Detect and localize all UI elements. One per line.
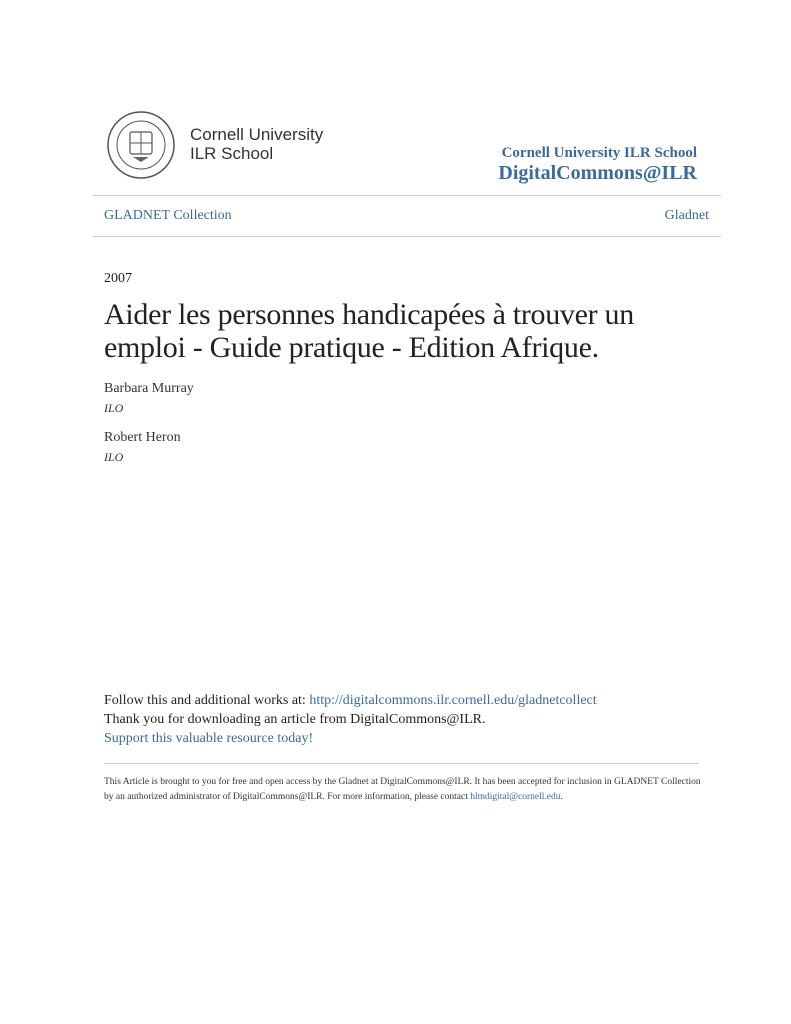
follow-row <box>104 693 597 709</box>
support-link[interactable]: Support this valuable resource today! <box>104 731 314 746</box>
footer-note-text: This Article is brought to you for free and open access by the Gladnet at DigitalCommons@ILR. It has been accepted for inclusion in GLADNET Collection by an authorized administrator of DigitalCommons@ILR. For more information, please contact <box>104 777 701 802</box>
brand-school-name: Cornell University ILR School <box>501 145 697 161</box>
nav-divider <box>93 236 721 237</box>
author-name: Robert Heron <box>104 430 181 445</box>
collection-url-link[interactable]: http://digitalcommons.ilr.cornell.edu/gladnetcollect <box>309 693 597 708</box>
article-title: Aider les personnes handicapées à trouver un emploi - Guide pratique - Edition Afrique. <box>104 298 634 364</box>
contact-email-link[interactable]: hlmdigital@cornell.edu <box>470 792 561 802</box>
publication-year: 2007 <box>104 271 132 286</box>
cornell-seal-icon <box>106 110 176 180</box>
brand-digitalcommons: DigitalCommons@ILR <box>498 162 697 184</box>
author-affiliation: ILO <box>104 401 124 415</box>
cornell-ilr-logo <box>104 108 328 180</box>
header-divider <box>93 195 721 196</box>
logo-school-name: ILR School <box>190 144 274 163</box>
footer-note-end: . <box>560 792 563 802</box>
series-link[interactable]: Gladnet <box>664 208 709 223</box>
author-affiliation: ILO <box>104 450 124 464</box>
footer-divider <box>104 763 698 764</box>
collection-link[interactable]: GLADNET Collection <box>104 208 232 223</box>
follow-label: Follow this and additional works at: <box>104 693 310 708</box>
logo-university-name: Cornell University <box>190 125 324 144</box>
thanks-text: Thank you for downloading an article from DigitalCommons@ILR. <box>104 712 486 727</box>
footer-note <box>104 775 704 805</box>
author-name: Barbara Murray <box>104 381 194 396</box>
